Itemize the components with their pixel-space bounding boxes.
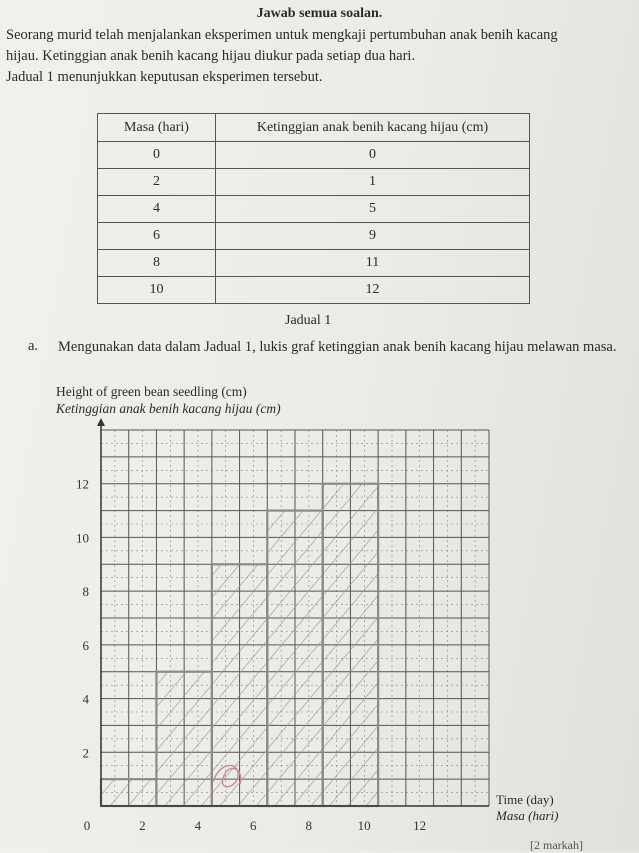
intro-line-1: Seorang murid telah menjalankan eksperimen untuk mengkaji pertumbuhan anak benih kacang (6, 27, 558, 43)
bar (267, 511, 322, 806)
table-cell-time: 0 (98, 142, 216, 169)
intro-line-3: Jadual 1 menunjukkan keputusan eksperimen tersebut. (6, 69, 323, 85)
x-tick-label: 6 (250, 818, 257, 833)
question-label: a. (28, 338, 39, 354)
table-caption: Jadual 1 (285, 313, 332, 328)
bar (323, 484, 378, 806)
table-cell-time: 10 (98, 277, 216, 304)
x-axis-label-malay: Masa (hari) (496, 808, 559, 823)
y-tick-label: 8 (82, 584, 89, 600)
y-axis-arrow-icon (97, 418, 105, 426)
x-tick-label: 8 (305, 818, 312, 833)
table-cell-time: 4 (98, 196, 216, 223)
table-cell-height: 1 (216, 169, 530, 196)
instruction-heading: Jawab semua soalan. (256, 6, 383, 21)
x-tick-label: 0 (83, 818, 91, 833)
table-cell-height: 9 (216, 223, 530, 250)
y-axis-label-english: Height of green bean seedling (cm) (56, 384, 247, 399)
question-text: Mengunakan data dalam Jadual 1, lukis graf ketinggian anak benih kacang hijau melawan masa. (58, 339, 617, 355)
y-tick-label: 12 (76, 476, 89, 492)
marks-label: [2 markah] (530, 838, 583, 852)
bar (156, 672, 211, 806)
bar (101, 779, 156, 806)
table-cell-time: 2 (98, 169, 216, 196)
table-cell-height: 12 (216, 277, 530, 304)
x-tick-label: 10 (357, 818, 371, 833)
intro-line-2: hijau. Ketinggian anak benih kacang hijau diukur pada setiap dua hari. (6, 48, 416, 64)
x-axis-label-english: Time (day) (496, 792, 554, 807)
table-cell-height: 5 (216, 196, 530, 223)
table-cell-height: 11 (216, 250, 530, 277)
table-cell-time: 8 (98, 250, 216, 277)
table-cell-height: 0 (216, 142, 530, 169)
y-tick-label: 6 (82, 637, 89, 653)
table-header-height: Ketinggian anak benih kacang hijau (cm) (216, 114, 530, 142)
x-tick-label: 12 (413, 818, 427, 833)
y-axis-label-malay: Ketinggian anak benih kacang hijau (cm) (56, 401, 281, 416)
y-tick-label: 10 (76, 530, 89, 546)
y-tick-label: 4 (82, 691, 89, 707)
table-header-time: Masa (hari) (98, 114, 216, 142)
x-tick-label: 4 (194, 818, 202, 833)
y-tick-label: 2 (82, 745, 89, 761)
table-cell-time: 6 (98, 223, 216, 250)
x-tick-label: 2 (139, 818, 146, 833)
